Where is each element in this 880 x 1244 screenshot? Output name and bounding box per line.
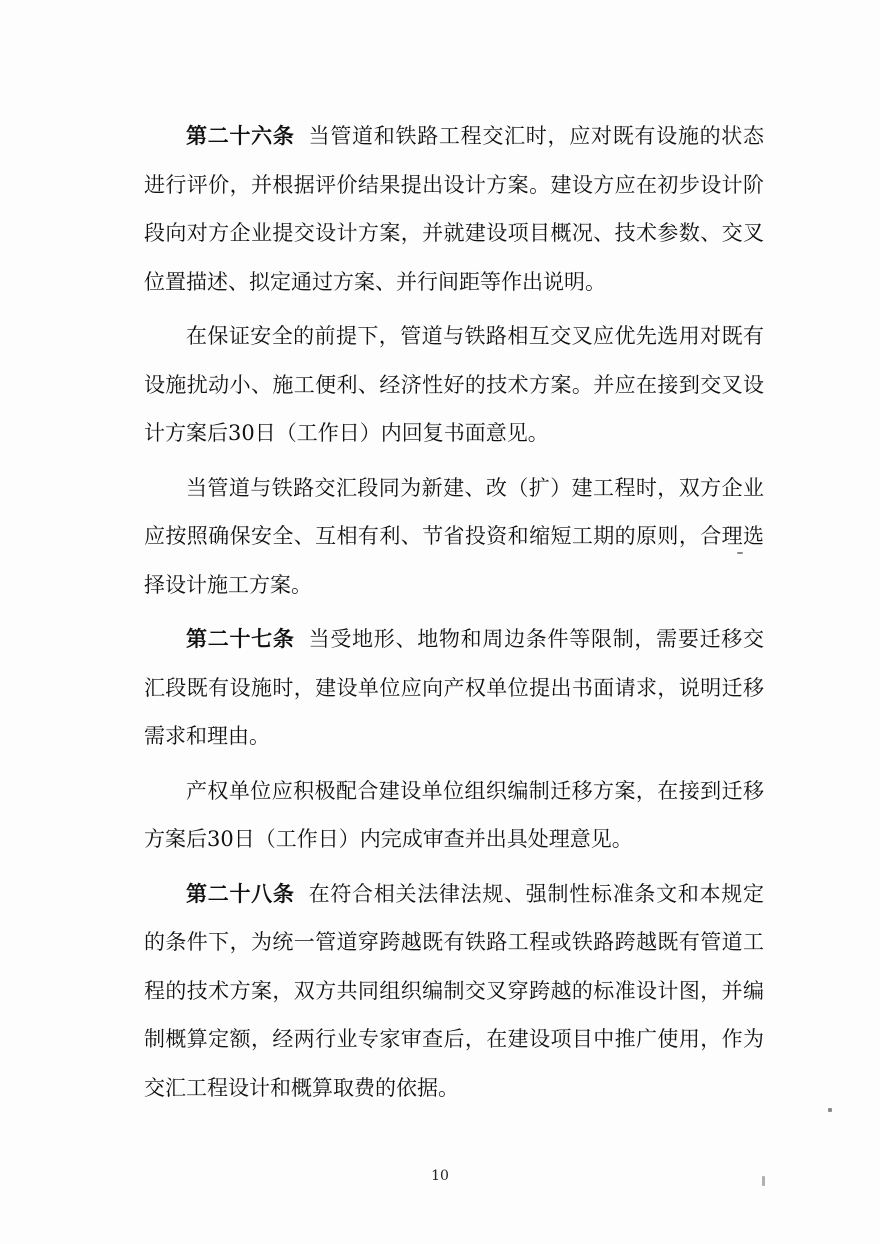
paragraph-article-27 — [144, 615, 764, 761]
document-body — [144, 112, 764, 1112]
paragraph-article-26 — [144, 112, 764, 306]
scan-speck — [828, 1108, 832, 1112]
paragraph-text: 当管道与铁路交汇段同为新建、改（扩）建工程时，双方企业应按照确保安全、互相有利、节省投资和缩短工期的原则，合理选择设计施工方案。 — [144, 475, 764, 597]
paragraph-text: 当管道和铁路工程交汇时，应对既有设施的状态进行评价，并根据评价结果提出设计方案。建设方应在初步设计阶段向对方企业提交设计方案，并就建设项目概况、技术参数、交叉位置描述、拟定通过方案、并行间距等作出说明。 — [144, 124, 765, 294]
article-label: 第二十七条 — [186, 627, 295, 651]
paragraph-safety-priority — [144, 312, 764, 458]
paragraph-relocation-review — [144, 767, 764, 864]
paragraph-text: 产权单位应积极配合建设单位组织编制迁移方案，在接到迁移方案后30日（工作日）内完成审查并出具处理意见。 — [144, 778, 764, 851]
article-label: 第二十六条 — [186, 124, 295, 148]
paragraph-new-construction — [144, 464, 764, 610]
article-label: 第二十八条 — [186, 881, 295, 906]
paragraph-article-28 — [144, 870, 764, 1113]
paragraph-text: 在保证安全的前提下，管道与铁路相互交叉应优先选用对既有设施扰动小、施工便利、经济性好的技术方案。并应在接到交叉设计方案后30日（工作日）内回复书面意见。 — [144, 324, 764, 445]
scan-speck — [737, 552, 743, 554]
paragraph-text: 当受地形、地物和周边条件等限制，需要迁移交汇段既有设施时，建设单位应向产权单位提出书面请求，说明迁移需求和理由。 — [144, 627, 765, 748]
page-number: 10 — [431, 1168, 449, 1184]
paragraph-text: 在符合相关法律法规、强制性标准条文和本规定的条件下，为统一管道穿跨越既有铁路工程或铁路跨越既有管道工程的技术方案，双方共同组织编制交叉穿跨越的标准设计图，并编制概算定额，经两行业专家审查后，在建设项目中推广使用，作为交汇工程设计和概算取费的依据。 — [144, 881, 765, 1100]
